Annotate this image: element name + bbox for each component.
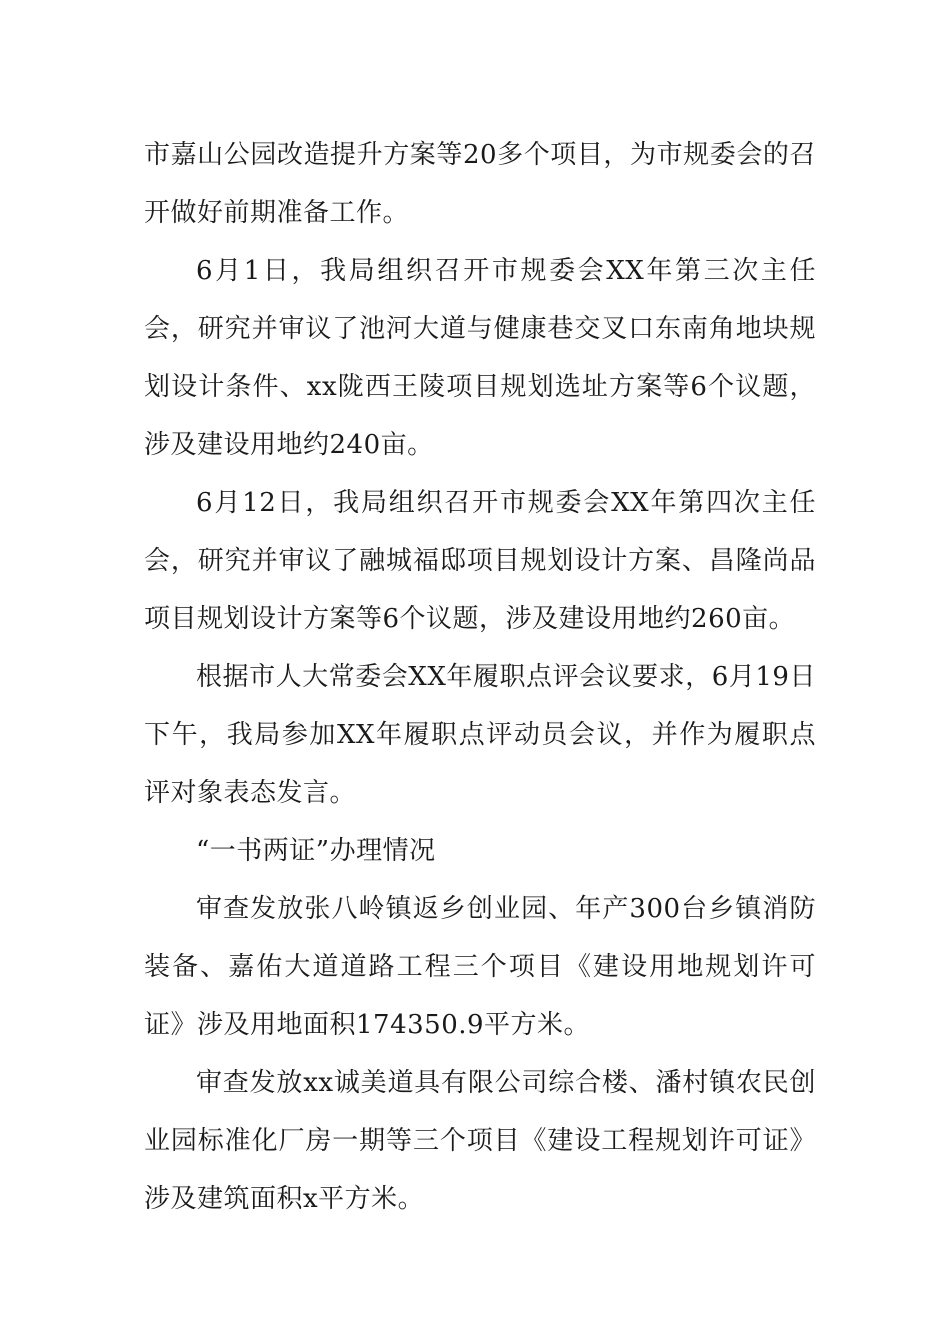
document-body: [144, 126, 816, 1228]
section-heading-permits: “一书两证”办理情况: [196, 836, 436, 866]
paragraph-construction-permit: 审查发放xx诚美道具有限公司综合楼、潘村镇农民创业园标准化厂房一期等三个项目《建设工程规划许可证》涉及建筑面积x平方米。: [144, 1068, 816, 1214]
paragraph-fourth-directors-meeting: 6月12日，我局组织召开市规委会XX年第四次主任会，研究并审议了融城福邸项目规划设计方案、昌隆尚品项目规划设计方案等6个议题，涉及建设用地约260亩。: [144, 488, 816, 634]
paragraph-continuation: 市嘉山公园改造提升方案等20多个项目，为市规委会的召开做好前期准备工作。: [144, 140, 816, 228]
paragraph-performance-review: 根据市人大常委会XX年履职点评会议要求，6月19日下午，我局参加XX年履职点评动员会议，并作为履职点评对象表态发言。: [144, 662, 816, 808]
paragraph-third-directors-meeting: 6月1日，我局组织召开市规委会XX年第三次主任会，研究并审议了池河大道与健康巷交叉口东南角地块规划设计条件、xx陇西王陵项目规划选址方案等6个议题，涉及建设用地约240亩。: [144, 256, 816, 460]
paragraph-land-use-permit: 审查发放张八岭镇返乡创业园、年产300台乡镇消防装备、嘉佑大道道路工程三个项目《建设用地规划许可证》涉及用地面积174350.9平方米。: [144, 894, 816, 1040]
